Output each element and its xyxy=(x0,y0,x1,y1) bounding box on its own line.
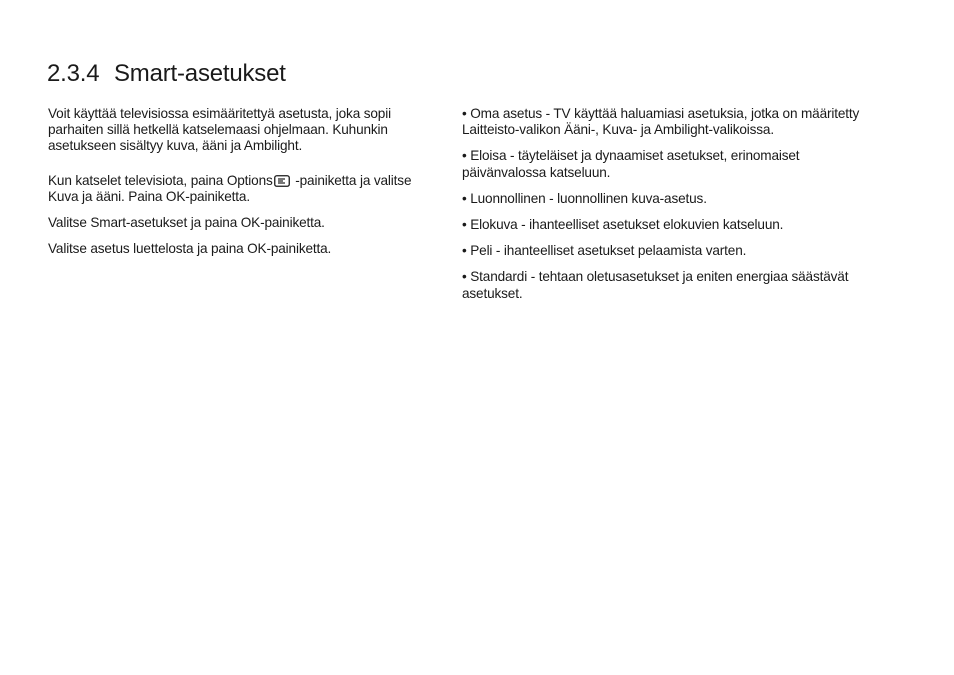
left-column xyxy=(48,106,440,257)
list-item: • Eloisa - täyteläiset ja dynaamiset asetukset, erinomaiset päivänvalossa katseluun. xyxy=(462,148,800,180)
list-item: • Peli - ihanteelliset asetukset pelaamista varten. xyxy=(462,243,747,259)
options-instruction-paragraph xyxy=(48,173,440,205)
options-icon xyxy=(274,175,290,187)
list-item: • Luonnollinen - luonnollinen kuva-asetus. xyxy=(462,190,707,206)
section-number: 2.3.4 xyxy=(47,60,100,87)
select-smart-paragraph: Valitse Smart-asetukset ja paina OK-painiketta. xyxy=(48,215,325,231)
list-item: • Elokuva - ihanteelliset asetukset elokuvien katseluun. xyxy=(462,217,784,233)
options-instruction-start: Kun katselet televisiota, paina Options xyxy=(48,172,273,188)
select-setting-paragraph: Valitse asetus luettelosta ja paina OK-painiketta. xyxy=(48,241,332,257)
intro-paragraph: Voit käyttää televisiossa esimääritettyä asetusta, joka sopii parhaiten sillä hetkellä katselemaasi ohjelmaan. Kuhunkin asetukseen sisältyy kuva, ääni ja Ambilight. xyxy=(48,106,391,154)
list-item: • Standardi - tehtaan oletusasetukset ja eniten energiaa säästävät asetukset. xyxy=(462,269,849,301)
list-item: • Oma asetus - TV käyttää haluamiasi asetuksia, jotka on määritetty Laitteisto-valikon Ääni-, Kuva- ja Ambilight-valikoissa. xyxy=(462,106,860,138)
section-title: Smart-asetukset xyxy=(114,60,286,87)
right-column xyxy=(462,106,862,312)
options-instruction-end: -painiketta ja valitse Kuva ja ääni. Paina OK-painiketta. xyxy=(48,172,412,204)
section-heading xyxy=(47,60,286,88)
